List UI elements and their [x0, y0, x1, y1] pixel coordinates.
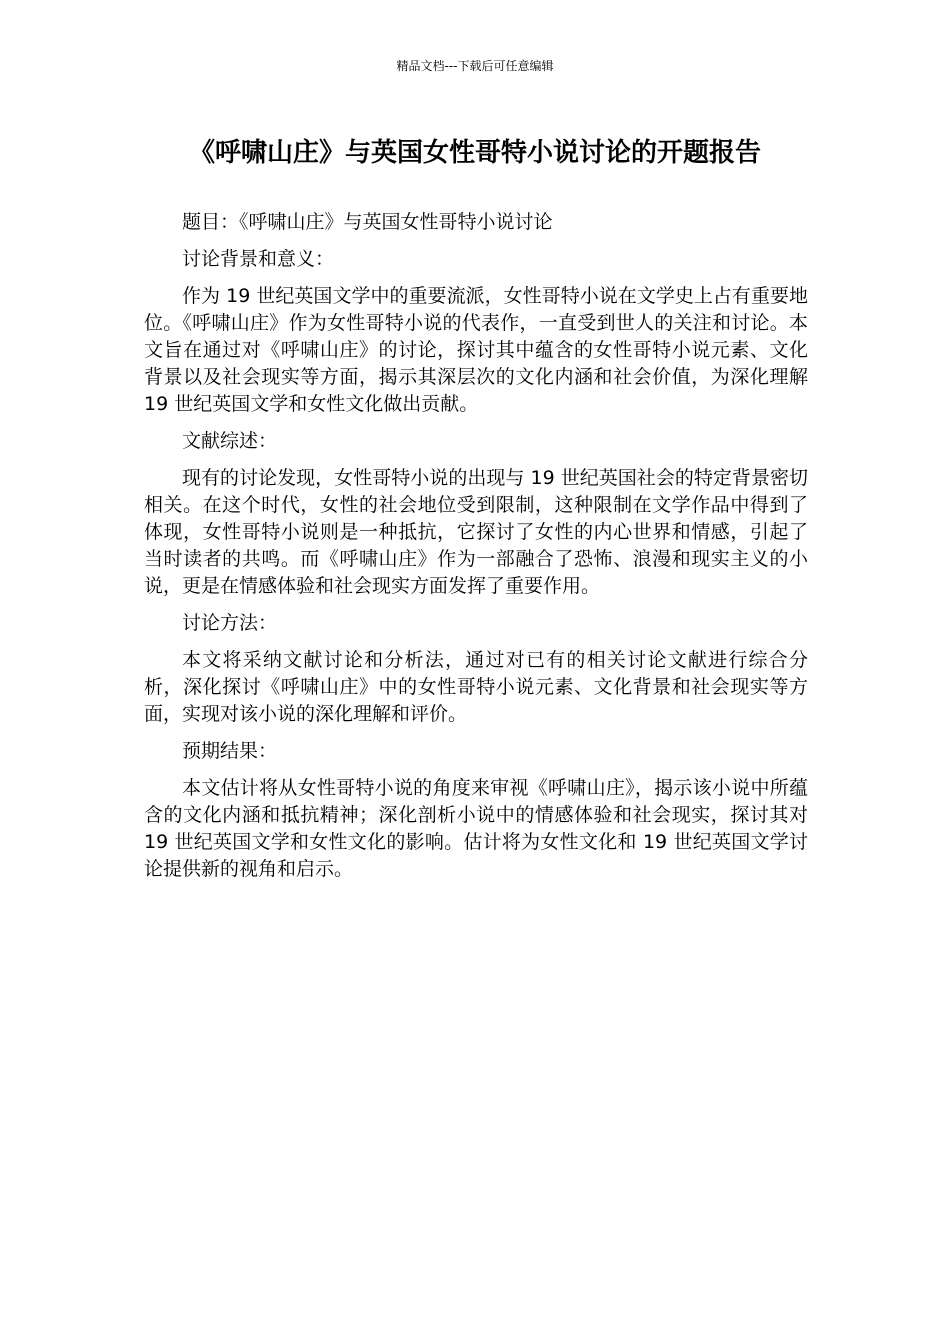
document-body — [144, 209, 808, 883]
paragraph-method: 本文将采纳文献讨论和分析法，通过对已有的相关讨论文献进行综合分析，深化探讨《呼啸山庄》中的女性哥特小说元素、文化背景和社会现实等方面，实现对该小说的深化理解和评价。 — [144, 649, 808, 725]
section-heading-background: 讨论背景和意义： — [182, 248, 335, 270]
header-note: 精品文档---下载后可任意编辑 — [396, 59, 554, 73]
paragraph-expected-results: 本文估计将从女性哥特小说的角度来审视《呼啸山庄》，揭示该小说中所蕴含的文化内涵和抵抗精神；深化剖析小说中的情感体验和社会现实，探讨其对 19 世纪英国文学和女性文化的影响。估计将为女性文化和 19 世纪英国文学讨论提供新的视角和启示。 — [144, 777, 808, 880]
paragraph-background: 作为 19 世纪英国文学中的重要流派，女性哥特小说在文学史上占有重要地位。《呼啸山庄》作为女性哥特小说的代表作，一直受到世人的关注和讨论。本文旨在通过对《呼啸山庄》的讨论，探讨其中蕴含的女性哥特小说元素、文化背景以及社会现实等方面，揭示其深层次的文化内涵和社会价值，为深化理解 19 世纪英国文学和女性文化做出贡献。 — [144, 285, 808, 415]
document-title: 《呼啸山庄》与英国女性哥特小说讨论的开题报告 — [188, 138, 761, 168]
section-heading-expected-results: 预期结果： — [182, 740, 278, 762]
topic-line: 题目：《呼啸山庄》与英国女性哥特小说讨论 — [182, 211, 553, 233]
section-heading-literature-review: 文献综述： — [182, 430, 278, 452]
section-heading-method: 讨论方法： — [182, 612, 278, 634]
paragraph-literature-review: 现有的讨论发现，女性哥特小说的出现与 19 世纪英国社会的特定背景密切相关。在这个时代，女性的社会地位受到限制，这种限制在文学作品中得到了体现，女性哥特小说则是一种抵抗，它探讨了女性的内心世界和情感，引起了当时读者的共鸣。而《呼啸山庄》作为一部融合了恐怖、浪漫和现实主义的小说，更是在情感体验和社会现实方面发挥了重要作用。 — [144, 467, 808, 597]
